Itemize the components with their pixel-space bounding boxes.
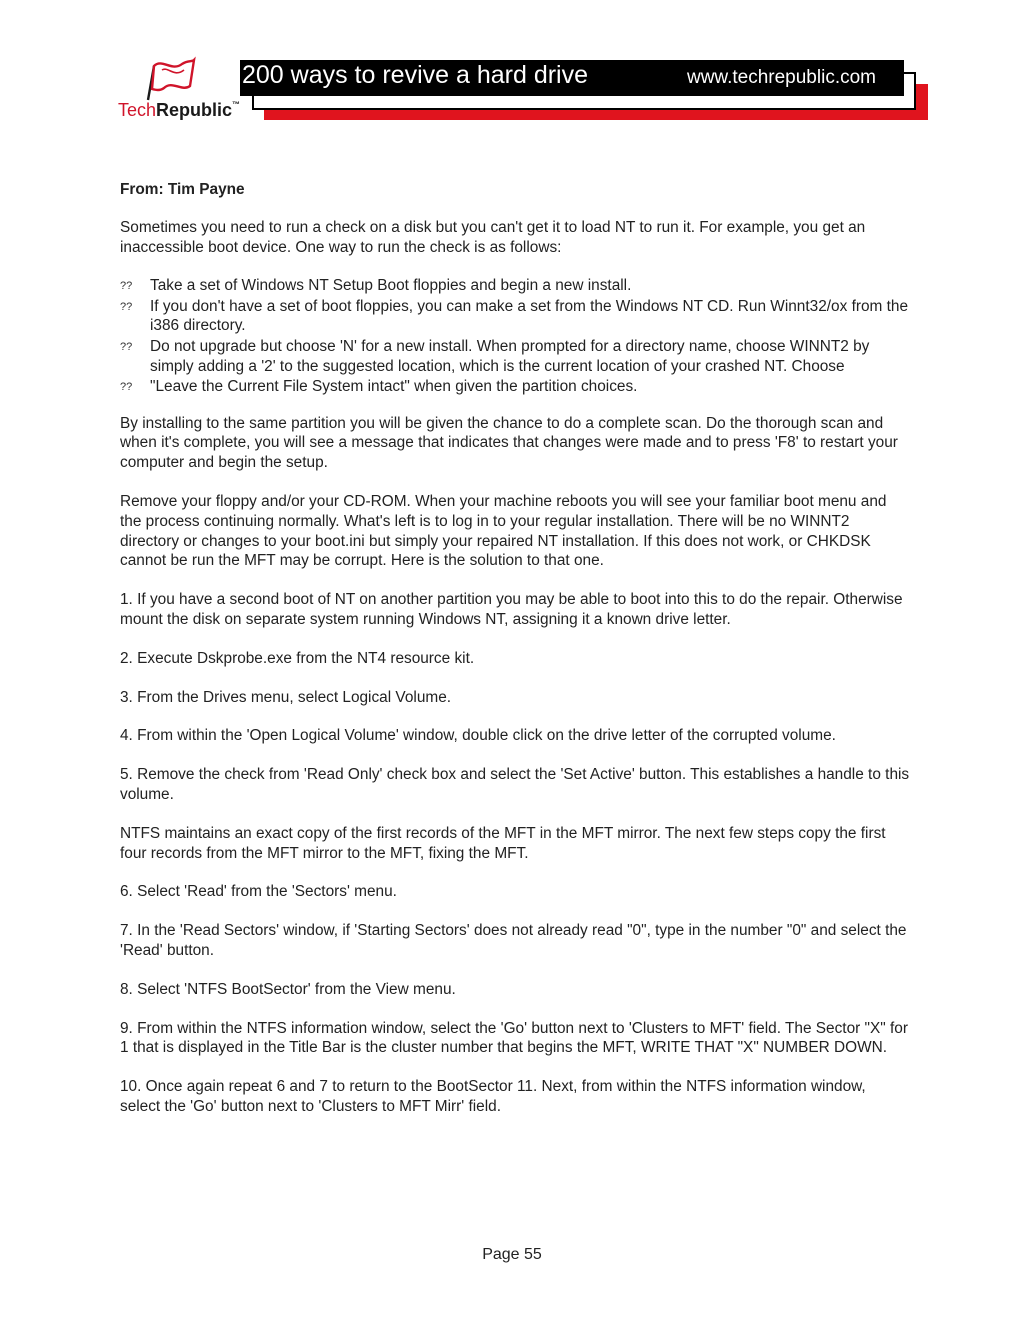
bullet-glyph: ?? <box>120 340 133 353</box>
header-banner <box>240 60 930 124</box>
step-paragraph: 10. Once again repeat 6 and 7 to return to the BootSector 11. Next, from within the NTFS information window, select the 'Go' button next to 'Clusters to MFT Mirr' field. <box>120 1078 866 1115</box>
step-paragraph: 6. Select 'Read' from the 'Sectors' menu. <box>120 883 397 901</box>
step-paragraph: 2. Execute Dskprobe.exe from the NT4 resource kit. <box>120 649 475 667</box>
banner-black-bar <box>240 60 904 96</box>
list-item <box>120 276 910 296</box>
list-item <box>120 337 910 377</box>
body-paragraph: By installing to the same partition you will be given the chance to do a complete scan. Do the thorough scan and when it's complete, you will see a message that indicates that changes were made and to press 'F8' to restart your computer and begin the setup. <box>120 414 898 472</box>
body-paragraph: Remove your floppy and/or your CD-ROM. When your machine reboots you will see your familiar boot menu and the process continuing normally. What's left is to log in to your regular installation. There will be no WINNT2 directory or changes to your boot.ini but simply your repaired NT installation. If this does not work, or CHKDSK cannot be run the MFT may be corrupt. Here is the solution to that one. <box>120 493 887 570</box>
article-body <box>120 180 910 1136</box>
bullet-glyph: ?? <box>120 280 133 293</box>
techrepublic-logo <box>112 56 242 126</box>
list-item <box>120 377 910 397</box>
list-item-text: "Leave the Current File System intact" when given the partition choices. <box>150 377 638 395</box>
bullet-glyph: ?? <box>120 300 133 313</box>
step-paragraph: 1. If you have a second boot of NT on another partition you may be able to boot into this to do the repair. Otherwise mount the disk on separate system running Windows NT, assigning it a known drive letter. <box>120 591 903 629</box>
step-paragraph: 7. In the 'Read Sectors' window, if 'Starting Sectors' does not already read "0", type in the number "0" and select the 'Read' button. <box>120 922 907 960</box>
step-paragraph: 5. Remove the check from 'Read Only' check box and select the 'Set Active' button. This establishes a handle to this volume. <box>120 766 910 804</box>
instruction-list <box>120 276 910 396</box>
body-paragraph: NTFS maintains an exact copy of the first records of the MFT in the MFT mirror. The next few steps copy the first four records from the MFT mirror to the MFT, fixing the MFT. <box>120 824 886 862</box>
page-number: Page 55 <box>482 1246 542 1263</box>
site-url: www.techrepublic.com <box>686 67 876 88</box>
step-paragraph: 9. From within the NTFS information window, select the 'Go' button next to 'Clusters to MFT' field. The Sector "X" for 1 that is displayed in the Title Bar is the cluster number that begins the MFT, WRITE THAT "X" NUMBER DOWN. <box>120 1019 908 1057</box>
bullet-glyph: ?? <box>120 380 133 393</box>
list-item <box>120 297 910 337</box>
list-item-text: If you don't have a set of boot floppies, you can make a set from the Windows NT CD. Run Winnt32/ox from the i386 directory. <box>150 297 909 335</box>
logo-tech-text: Tech <box>118 100 157 120</box>
list-item-text: Do not upgrade but choose 'N' for a new install. When prompted for a directory name, choose WINNT2 by simply adding a '2' to the suggested location, which is the current location of your crashed NT. Choose <box>150 337 870 375</box>
step-paragraph: 8. Select 'NTFS BootSector' from the View menu. <box>120 980 456 998</box>
author-line: From: Tim Payne <box>120 181 245 198</box>
logo-wordmark <box>118 100 240 121</box>
step-paragraph: 3. From the Drives menu, select Logical Volume. <box>120 688 452 706</box>
logo-trademark: ™ <box>232 100 241 109</box>
list-item-text: Take a set of Windows NT Setup Boot floppies and begin a new install. <box>150 277 632 295</box>
flag-icon <box>142 56 198 102</box>
intro-paragraph: Sometimes you need to run a check on a disk but you can't get it to load NT to run it. For example, you get an inaccessible boot device. One way to run the check is as follows: <box>120 218 866 256</box>
document-title: 200 ways to revive a hard drive <box>242 61 589 89</box>
logo-republic-text: Republic <box>156 100 233 120</box>
step-paragraph: 4. From within the 'Open Logical Volume' window, double click on the drive letter of the corrupted volume. <box>120 727 836 745</box>
